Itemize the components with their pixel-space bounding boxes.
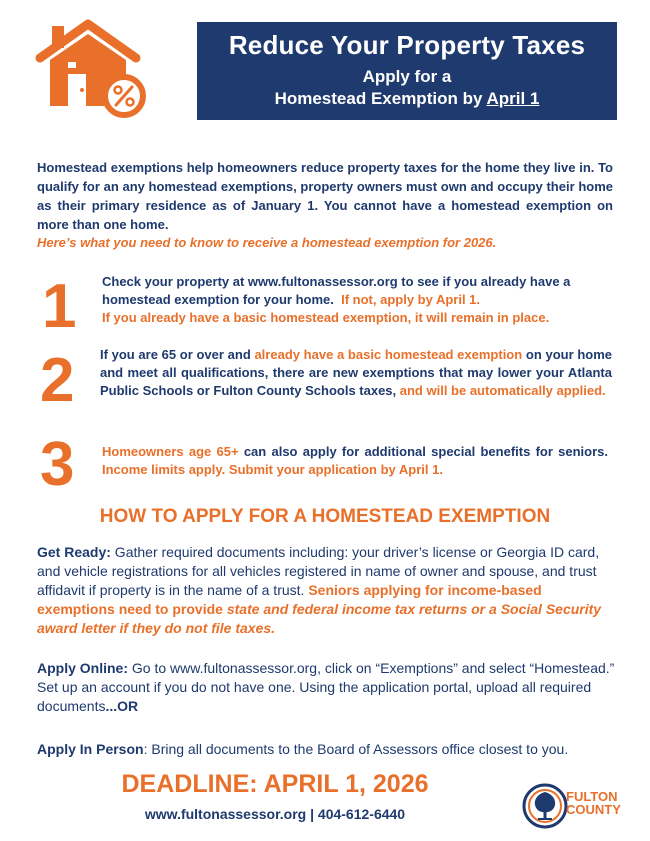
contact-line xyxy=(65,806,485,822)
get-ready-text: Gather required documents including: your driver’s license or Georgia ID card, and vehicle registrations for all vehicles registered in name of owner and spouse, and trust affidavit if property is in the name of a trust. xyxy=(37,544,600,598)
step-3-part-c: Income limits apply. Submit your application by April 1. xyxy=(102,462,443,477)
step-3-part-b: can also apply for additional special benefits for seniors. xyxy=(238,444,608,459)
deadline-banner: DEADLINE: APRIL 1, 2026 xyxy=(121,770,429,798)
apply-online-paragraph xyxy=(37,659,615,716)
step-1-number: 1 xyxy=(42,272,77,341)
subtitle-line2 xyxy=(197,89,617,109)
step-2-part-c: on your home and meet all qualifications, there are new exemptions that may lower your Atlanta Public Schools or Fulton County Schools taxes, xyxy=(100,347,613,398)
subtitle-deadline: April 1 xyxy=(486,89,540,108)
apply-in-person-label: Apply In Person xyxy=(37,741,144,757)
contact-separator: | xyxy=(306,806,318,822)
step-3-number: 3 xyxy=(40,430,75,499)
subtitle-line1: Apply for a xyxy=(362,67,452,86)
get-ready-paragraph xyxy=(37,543,615,638)
get-ready-orange: Seniors applying for income-based exemptions need to provide xyxy=(37,582,542,617)
step-1-part-b: If not, apply by April 1. xyxy=(341,292,481,307)
website-link[interactable]: www.fultonassessor.org xyxy=(144,806,307,822)
subtitle-prefix: Homestead Exemption by xyxy=(274,89,487,108)
step-2-part-a: If you are 65 or over and xyxy=(100,347,255,362)
title-banner xyxy=(197,22,617,120)
phone-number: 404-612-6440 xyxy=(317,806,406,822)
fulton-county-wordmark xyxy=(566,790,621,816)
step-2-text xyxy=(100,346,612,400)
logo-line-2: COUNTY xyxy=(566,802,621,817)
step-3-text xyxy=(102,443,608,479)
step-1-part-a: Check your property at www.fultonassessor.org to see if you already have a homestead exemption for your home. xyxy=(102,274,571,307)
page-title: Reduce Your Property Taxes xyxy=(228,30,586,60)
how-to-apply-heading: HOW TO APPLY FOR A HOMESTEAD EXEMPTION xyxy=(99,506,551,527)
apply-online-label: Apply Online: xyxy=(37,660,128,676)
apply-online-text: Go to www.fultonassessor.org, click on “Exemptions” and select “Homestead.” Set up an account if you do not have one. Using the application portal, upload all required documents xyxy=(37,660,615,714)
apply-online-or: ...OR xyxy=(105,698,139,714)
house-percent-icon xyxy=(34,18,146,118)
get-ready-label: Get Ready: xyxy=(37,544,111,560)
step-2-part-b: already have a basic homestead exemption xyxy=(254,347,523,362)
intro-paragraph: Homestead exemptions help homeowners reduce property taxes for the home they live in. To qualify for an any homestead exemptions, property owners must own and occupy their home as their primary residence as of January 1. You cannot have a homestead exemption on more than one home. xyxy=(37,160,613,232)
fulton-county-tree-seal-icon xyxy=(521,782,569,830)
get-ready-italic: state and federal income tax returns or a Social Security award letter if they do not file taxes. xyxy=(37,601,602,636)
step-1-text xyxy=(102,273,602,327)
step-1-part-c: If you already have a basic homestead exemption, it will remain in place. xyxy=(102,310,550,325)
apply-in-person-text: : Bring all documents to the Board of Assessors office closest to you. xyxy=(143,741,569,757)
intro-callout: Here’s what you need to know to receive a homestead exemption for 2026. xyxy=(37,235,497,250)
apply-in-person-paragraph xyxy=(37,740,615,759)
logo-line-1: FULTON xyxy=(566,789,618,804)
step-2-part-d: and will be automatically applied. xyxy=(399,383,606,398)
step-2-number: 2 xyxy=(40,346,75,415)
step-3-part-a: Homeowners age 65+ xyxy=(102,444,239,459)
